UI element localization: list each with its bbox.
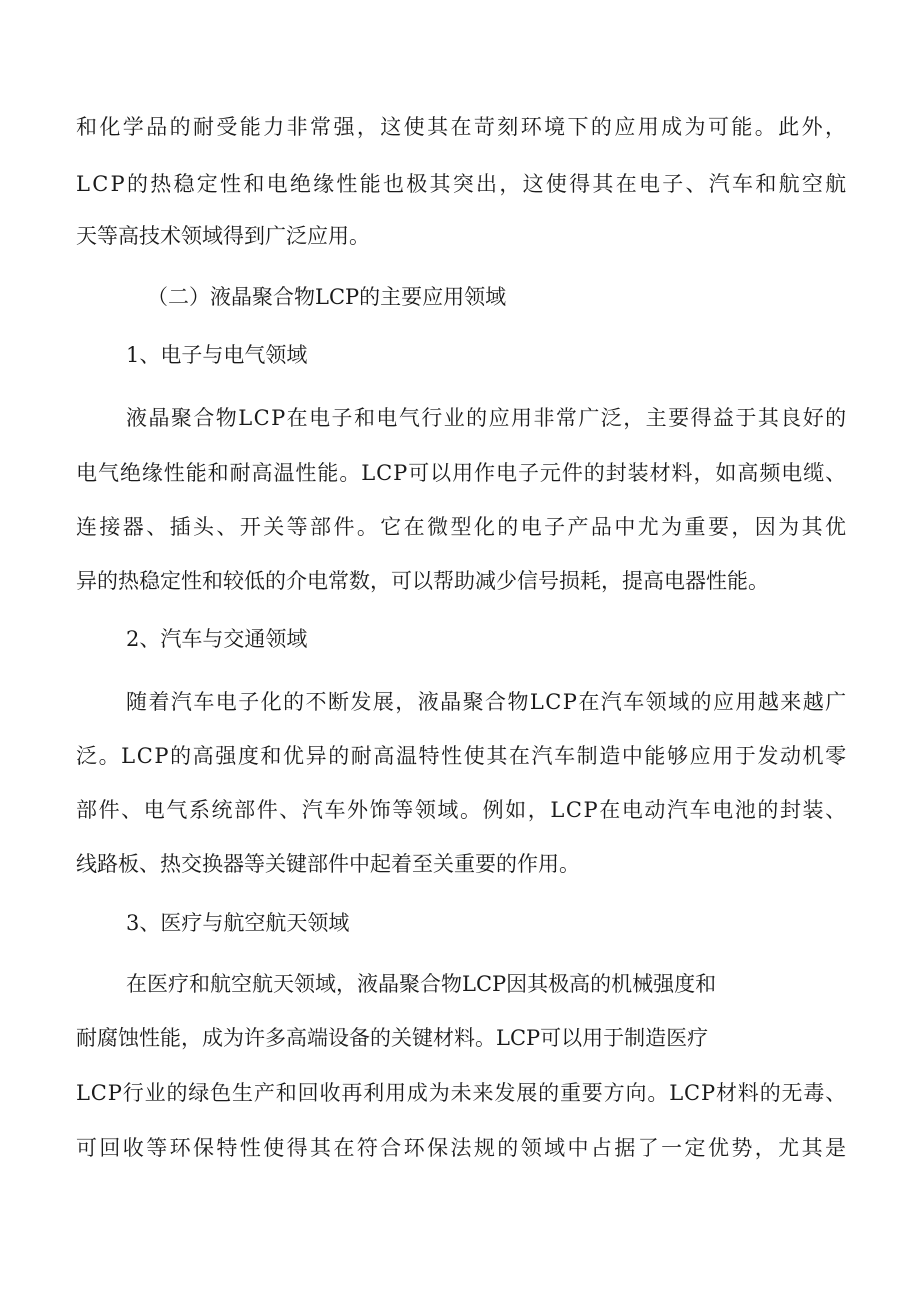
text-line: 异的热稳定性和较低的介电常数，可以帮助减少信号损耗，提高电器性能。 — [76, 569, 769, 593]
subsection-heading: 1、电子与电气领域 — [126, 343, 308, 367]
text-line: 液晶聚合物LCP在电子和电气行业的应用非常广泛，主要得益于其良好的 — [126, 406, 848, 430]
subsection-heading: 2、汽车与交通领域 — [126, 627, 308, 651]
text-line: 线路板、热交换器等关键部件中起着至关重要的作用。 — [76, 852, 580, 876]
text-line: 天等高技术领域得到广泛应用。 — [76, 224, 370, 248]
subsection-heading: 3、医疗与航空航天领域 — [126, 911, 350, 935]
text-line: LCP的热稳定性和电绝缘性能也极其突出，这使得其在电子、汽车和航空航 — [76, 172, 849, 196]
text-line: 和化学品的耐受能力非常强，这使其在苛刻环境下的应用成为可能。此外， — [76, 115, 849, 139]
text-line: 电气绝缘性能和耐高温性能。LCP可以用作电子元件的封装材料，如高频电缆、 — [76, 461, 848, 485]
section-heading: （二）液晶聚合物LCP的主要应用领域 — [147, 285, 507, 309]
text-line: LCP行业的绿色生产和回收再利用成为未来发展的重要方向。LCP材料的无毒、 — [76, 1081, 848, 1105]
text-line: 泛。LCP的高强度和优异的耐高温特性使其在汽车制造中能够应用于发动机零 — [76, 744, 848, 768]
text-line: 部件、电气系统部件、汽车外饰等领域。例如，LCP在电动汽车电池的封装、 — [76, 798, 848, 822]
text-line: 可回收等环保特性使得其在符合环保法规的领域中占据了一定优势，尤其是 — [76, 1136, 849, 1160]
text-line: 随着汽车电子化的不断发展，液晶聚合物LCP在汽车领域的应用越来越广 — [126, 690, 848, 714]
text-line: 耐腐蚀性能，成为许多高端设备的关键材料。LCP可以用于制造医疗 — [76, 1026, 709, 1050]
text-line: 连接器、插头、开关等部件。它在微型化的电子产品中尤为重要，因为其优 — [76, 515, 849, 539]
text-line: 在医疗和航空航天领域，液晶聚合物LCP因其极高的机械强度和 — [126, 972, 717, 996]
